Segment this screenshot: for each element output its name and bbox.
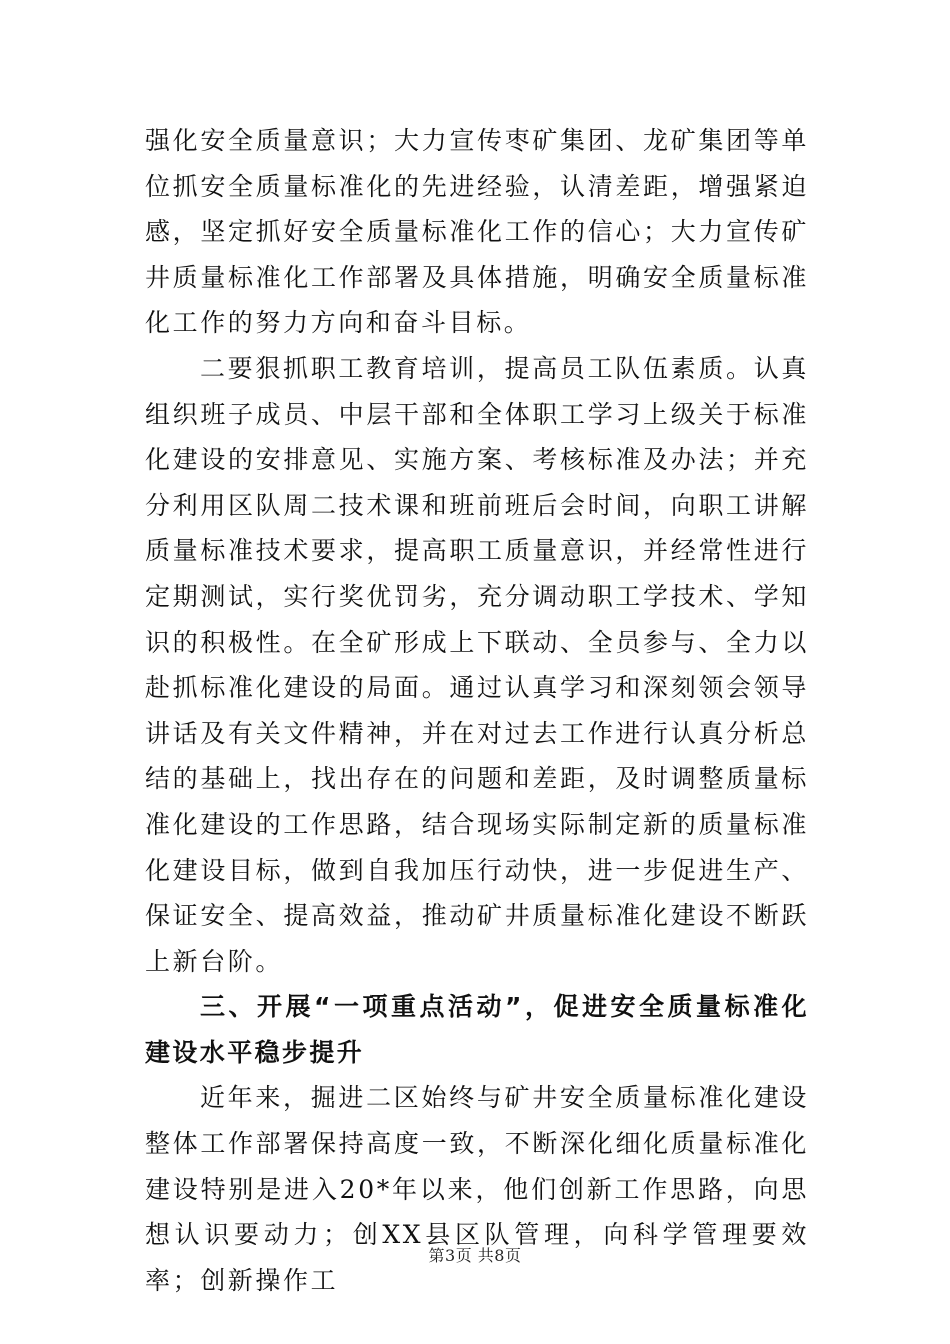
- document-body: [145, 118, 809, 1303]
- paragraph-staff-training: 二要狠抓职工教育培训，提高员工队伍素质。认真组织班子成员、中层干部和全体职工学习上级关于标准化建设的安排意见、实施方案、考核标准及办法；并充分利用区队周二技术课和班前班后会时间，向职工讲解质量标准技术要求，提高职工质量意识，并经常性进行定期测试，实行奖优罚劣，充分调动职工学技术、学知识的积极性。在全矿形成上下联动、全员参与、全力以赴抓标准化建设的局面。通过认真学习和深刻领会领导讲话及有关文件精神，并在对过去工作进行认真分析总结的基础上，找出存在的问题和差距，及时调整质量标准化建设的工作思路，结合现场实际制定新的质量标准化建设目标，做到自我加压行动快，进一步促进生产、保证安全、提高效益，推动矿井质量标准化建设不断跃上新台阶。: [145, 353, 809, 976]
- page-number-footer: 第3页 共8页: [428, 1246, 522, 1265]
- section-heading-three: 三、开展“一项重点活动”，促进安全质量标准化建设水平稳步提升: [145, 992, 809, 1067]
- paragraph-continuation: 强化安全质量意识；大力宣传枣矿集团、龙矿集团等单位抓安全质量标准化的先进经验，认清差距，增强紧迫感，坚定抓好安全质量标准化工作的信心；大力宣传矿井质量标准化工作部署及具体措施，明确安全质量标准化工作的努力方向和奋斗目标。: [145, 126, 809, 338]
- paragraph-recent-years: 近年来，掘进二区始终与矿井安全质量标准化建设整体工作部署保持高度一致，不断深化细化质量标准化建设特别是进入20*年以来，他们创新工作思路，向思想认识要动力；创XX县区队管理，向科学管理要效率；创新操作工: [145, 1083, 809, 1295]
